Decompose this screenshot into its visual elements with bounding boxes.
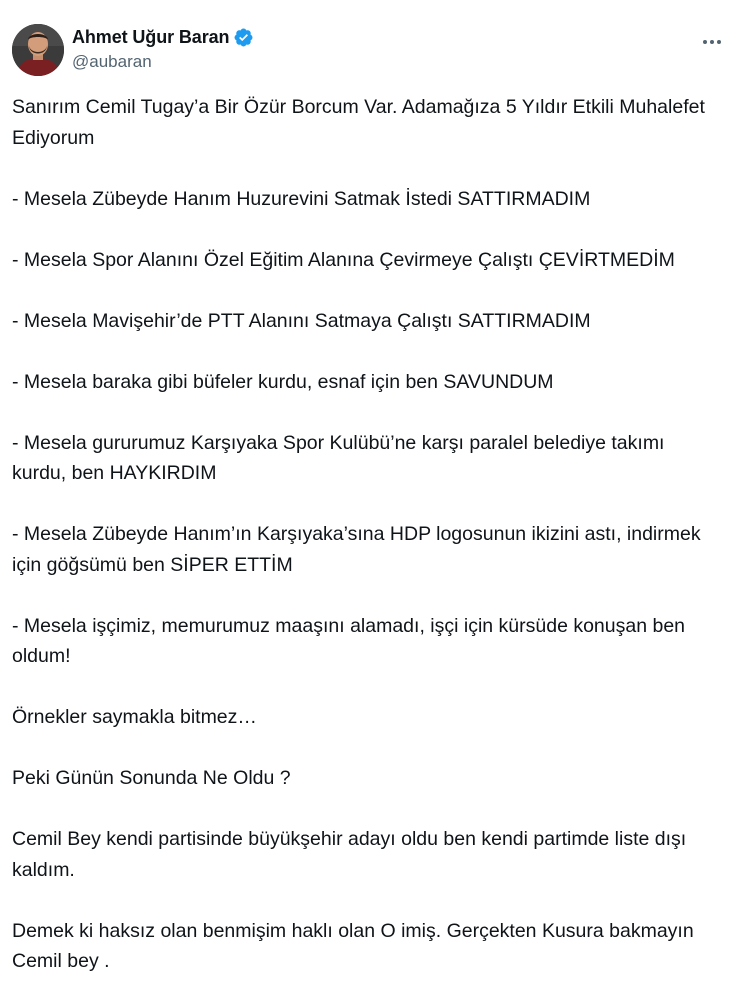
avatar[interactable]: [12, 24, 64, 76]
tweet-paragraph: - Mesela işçimiz, memurumuz maaşını alamadı, işçi için kürsüde konuşan ben oldum!: [12, 614, 686, 667]
tweet-paragraph: - Mesela baraka gibi büfeler kurdu, esnaf için ben SAVUNDUM: [12, 370, 554, 393]
handle[interactable]: @aubaran: [72, 52, 152, 71]
tweet-paragraph: Sanırım Cemil Tugay’a Bir Özür Borcum Var. Adamağıza 5 Yıldır Etkili Muhalefet Ediyorum: [12, 96, 705, 149]
author-info: [72, 27, 254, 72]
tweet-paragraph: - Mesela gururumuz Karşıyaka Spor Kulübü’ne karşı paralel belediye takımı kurdu, ben HAYKIRDIM: [12, 431, 665, 484]
tweet-paragraph: Örnekler saymakla bitmez…: [12, 706, 257, 728]
name-row: [72, 27, 254, 48]
tweet-paragraph: - Mesela Mavişehir’de PTT Alanını Satmaya Çalıştı SATTIRMADIM: [12, 309, 591, 332]
tweet-paragraph: - Mesela Zübeyde Hanım Huzurevini Satmak İstedi SATTIRMADIM: [12, 187, 591, 210]
tweet-paragraph: - Mesela Spor Alanını Özel Eğitim Alanına Çevirmeye Çalıştı ÇEVİRTMEDİM: [12, 248, 675, 271]
display-name[interactable]: Ahmet Uğur Baran: [72, 27, 230, 47]
tweet-paragraph: Cemil Bey kendi partisinde büyükşehir adayı oldu ben kendi partimde liste dışı kaldım.: [12, 828, 687, 881]
tweet-header: [12, 24, 738, 78]
verified-badge-icon: [233, 27, 254, 48]
tweet-text: [12, 92, 712, 977]
more-options-button[interactable]: [700, 32, 724, 52]
tweet-paragraph: Peki Günün Sonunda Ne Oldu ?: [12, 767, 291, 789]
tweet-paragraph: Demek ki haksız olan benmişim haklı olan O imiş. Gerçekten Kusura bakmayın Cemil bey .: [12, 919, 694, 972]
tweet-paragraph: - Mesela Zübeyde Hanım’ın Karşıyaka’sına HDP logosunun ikizini astı, indirmek için göğsümü ben SİPER ETTİM: [12, 523, 701, 576]
person-avatar-icon: [12, 24, 64, 76]
more-horizontal-icon: [702, 39, 722, 45]
